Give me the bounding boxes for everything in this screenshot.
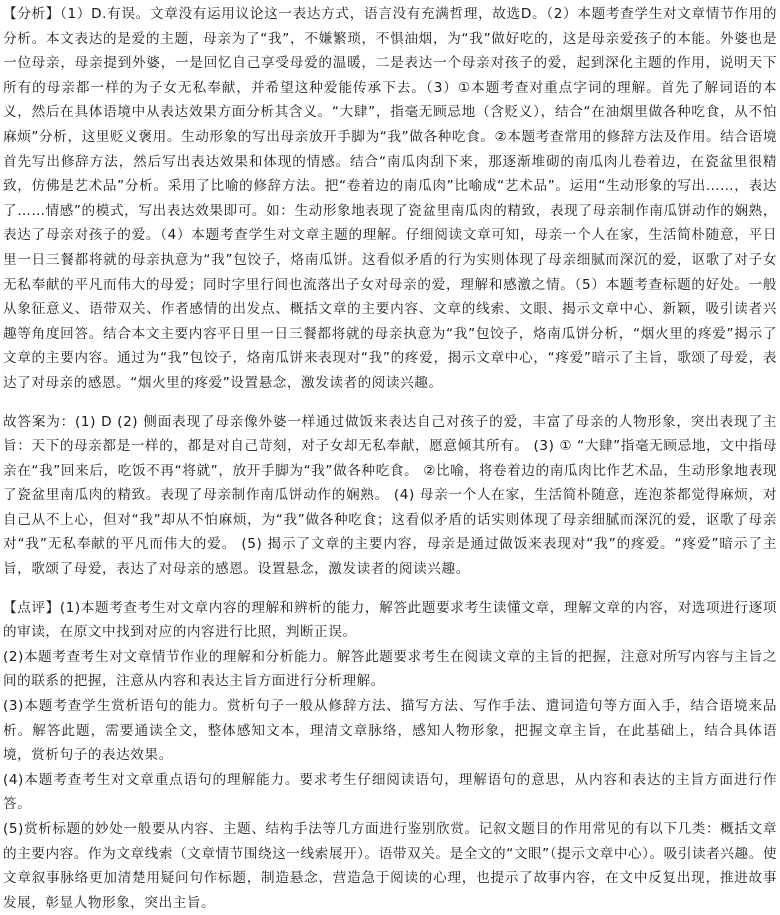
- comment-section: [3, 596, 777, 915]
- comment-item-1: 【点评】(1)本题考查考生对文章内容的理解和辨析的能力，解答此题要求考生读懂文章，理解文章的内容，对选项进行逐项的审读，在原文中找到对应的内容进行比照，判断正误。: [3, 599, 777, 641]
- comment-item-2: (2)本题考查考生对文章情节作业的理解和分析能力。解答此题要求考生在阅读文章的主旨的把握，注意对所写内容与主旨之间的联系的把握，注意从内容和表达主旨方面进行分析理解。: [3, 648, 777, 690]
- comment-item-3: (3)本题考查学生赏析语句的能力。赏析句子一般从修辞方法、描写方法、写作手法、遣词造句等方面入手，结合语境来品析。解答此题，需要通读全文，整体感知文本，理清文章脉络，感知人物形象，把握文章主旨，在此基础上，结合具体语境，赏析句子的表达效果。: [3, 698, 777, 764]
- answer-section: 故答案为：(1) D (2) 侧面表现了母亲像外婆一样通过做饭来表达自己对孩子的爱，丰富了母亲的人物形象，突出表现了主旨：天下的母亲都是一样的，都是对自己苛刻，对子女却无私奉献，愿意倾其所有。 (3) ① “大肆”指毫无顾忌地，文中指母亲在“我”回来后，吃饭不再“将就”，放开手脚为“我”做各种吃食。 ②比喻，将卷着边的南瓜肉比作艺术品，生动形象地表现了瓷盆里南瓜肉的精致。表现了母亲制作南瓜饼动作的娴熟。 (4) 母亲一个人在家，生活简朴随意，连泡茶都觉得麻烦，对自己从不上心，但对“我”却从不怕麻烦，为“我”做各种吃食；这看似矛盾的话实则体现了母亲细腻而深沉的爱，讴歌了母亲对“我”无私奉献的平凡而伟大的爱。 (5) 揭示了文章的主要内容，母亲是通过做饭来表现对“我”的疼爱。“疼爱”暗示了主旨，歌颂了母爱，表达了对母亲的感恩。设置悬念，激发读者的阅读兴趣。: [3, 413, 777, 578]
- analysis-section: 【分析】（1）D.有误。文章没有运用议论这一表达方式，语言没有充满哲理，故选D。（2）本题考查学生对文章情节作用的分析。本文表达的是爱的主题，母亲为了“我”，不嫌繁琐，不惧油烟，为“我”做好吃的，这是母亲爱孩子的本能。外婆也是一位母亲，母亲提到外婆，一是回忆自己享受母爱的温暖，二是表达一个母亲对孩子的爱，起到深化主题的作用，说明天下所有的母亲都一样的为子女无私奉献，并希望这种爱能传承下去。（3）①本题考查对重点字词的理解。首先了解词语的本义，然后在具体语境中从表达效果方面分析其含义。“大肆”，指毫无顾忌地（含贬义），结合“在油烟里做各种吃食，从不怕麻烦”分析，这里贬义褒用。生动形象的写出母亲放开手脚为“我”做各种吃食。②本题考查常用的修辞方法及作用。结合语境首先写出修辞方法，然后写出表达效果和体现的情感。结合“南瓜肉刮下来，那逐渐堆砌的南瓜肉儿卷着边，在瓷盆里很精致，仿佛是艺术品”分析。采用了比喻的修辞方法。把“卷着边的南瓜肉”比喻成“艺术品”。运用“生动形象的写出……，表达了……情感”的模式，写出表达效果即可。如：生动形象地表现了瓷盆里南瓜肉的精致，表现了母亲制作南瓜饼动作的娴熟，表达了母亲对孩子的爱。（4）本题考查学生对文章主题的理解。仔细阅读文章可知，母亲一个人在家，生活简朴随意，平日里一日三餐都将就的母亲执意为“我”包饺子，烙南瓜饼。这看似矛盾的行为实则体现了母亲细腻而深沉的爱，讴歌了对子女无私奉献的平凡而伟大的母爱；同时字里行间也流落出子女对母亲的爱，理解和感激之情。（5）本题考查标题的好处。一般从象征意义、语带双关、作者感情的出发点、概括文章的主要内容、文章的线索、文眼、揭示文章中心、新颖，吸引读者兴趣等角度回答。结合本文主要内容平日里一日三餐都将就的母亲执意为“我”包饺子，烙南瓜饼分析，“烟火里的疼爱”揭示了文章的主要内容。通过为“我”包饺子，烙南瓜饼来表现对“我”的疼爱，揭示文章中心，“疼爱”暗示了主旨，歌颂了母爱，表达了对母亲的感恩。“烟火里的疼爱”设置悬念，激发读者的阅读兴趣。: [3, 6, 777, 391]
- comment-item-5: (5)赏析标题的妙处一般要从内容、主题、结构手法等几方面进行鉴别欣赏。记叙文题目的作用常见的有以下几类：概括文章的主要内容。作为文章线索（文章情节围绕这一线索展开）。语带双关。是全文的“文眼”（提示文章中心）。吸引读者兴趣。使文章叙事脉络更加清楚用疑问句作标题，制造悬念，营造急于阅读的心理，也提示了故事内容，在文中反复出现，推进故事发展，彰显人物形象，突出主旨。: [3, 821, 777, 911]
- comment-item-4: (4)本题考查考生对文章重点语句的理解能力。要求考生仔细阅读语句，理解语句的意思，从内容和表达的主旨方面进行作答。: [3, 771, 777, 813]
